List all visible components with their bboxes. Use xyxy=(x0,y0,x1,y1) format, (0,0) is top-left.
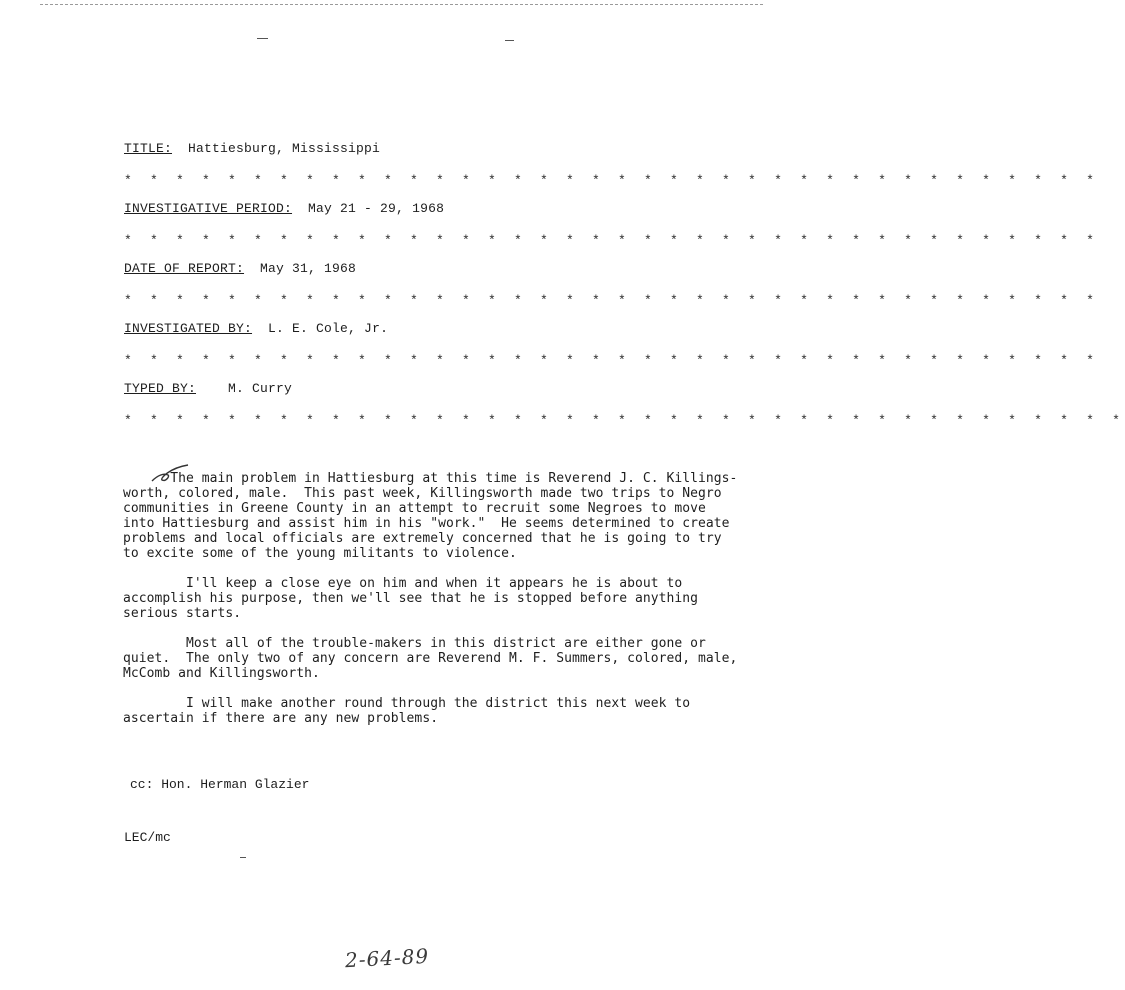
scan-speck xyxy=(240,857,246,858)
typist-label: TYPED BY: xyxy=(124,381,197,396)
typist-line xyxy=(124,381,292,396)
title-line xyxy=(124,141,380,156)
typist-initials: LEC/mc xyxy=(124,830,171,845)
handwritten-file-number: 2-64-89 xyxy=(344,943,430,973)
investigator-line xyxy=(124,321,388,336)
period-line xyxy=(124,201,444,216)
investigator-value: L. E. Cole, Jr. xyxy=(268,321,389,336)
scan-speck xyxy=(505,40,514,41)
date-line xyxy=(124,261,356,276)
period-label: INVESTIGATIVE PERIOD: xyxy=(124,201,293,216)
top-edge-line xyxy=(40,4,763,5)
paragraph-3: Most all of the trouble-makers in this district are either gone or quiet. The only two of any concern are Reverend M. F. Summers, colored, male, McComb and Killingsworth. xyxy=(123,636,738,681)
separator-1: * * * * * * * * * * * * * * * * * * * * * * * * * * * * * * * * * * * * * * xyxy=(124,173,1100,188)
separator-3: * * * * * * * * * * * * * * * * * * * * * * * * * * * * * * * * * * * * * * xyxy=(124,293,1100,308)
separator-2: * * * * * * * * * * * * * * * * * * * * * * * * * * * * * * * * * * * * * * xyxy=(124,233,1100,248)
typist-value: M. Curry xyxy=(228,381,293,396)
title-value: Hattiesburg, Mississippi xyxy=(188,141,381,156)
separator-5: * * * * * * * * * * * * * * * * * * * * * * * * * * * * * * * * * * * * * * * xyxy=(124,413,1125,428)
date-label: DATE OF REPORT: xyxy=(124,261,245,276)
paragraph-2: I'll keep a close eye on him and when it appears he is about to accomplish his purpose, then we'll see that he is stopped before anything serious starts. xyxy=(123,576,698,621)
paragraph-4: I will make another round through the district this next week to ascertain if there are any new problems. xyxy=(123,696,691,726)
date-value: May 31, 1968 xyxy=(260,261,357,276)
period-value: May 21 - 29, 1968 xyxy=(308,201,445,216)
investigator-label: INVESTIGATED BY: xyxy=(124,321,253,336)
title-label: TITLE: xyxy=(124,141,173,156)
scan-speck xyxy=(257,38,268,39)
carbon-copy-line: cc: Hon. Herman Glazier xyxy=(130,777,310,792)
paragraph-1: The main problem in Hattiesburg at this time is Reverend J. C. Killings- worth, colored, male. This past week, Killingsworth made two trips to Negro communities in Greene County in an attempt to recruit some Negroes to move into Hattiesburg and assist him in his "work." He seems determined to create problems and local officials are extremely concerned that he is going to try to excite some of the young militants to violence. xyxy=(123,471,738,561)
separator-4: * * * * * * * * * * * * * * * * * * * * * * * * * * * * * * * * * * * * * * xyxy=(124,353,1100,368)
